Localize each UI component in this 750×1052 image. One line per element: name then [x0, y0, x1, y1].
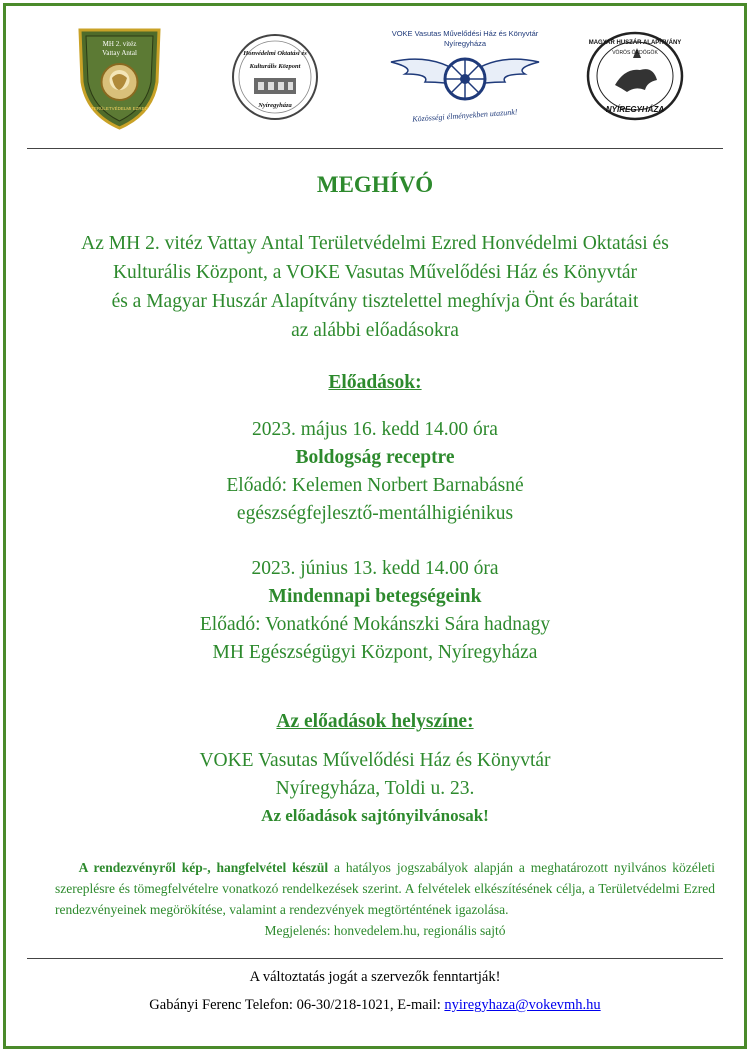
- voke-winged-wheel-logo: [385, 22, 545, 132]
- lecture-2: [0, 555, 750, 667]
- lecture-date: 2023. június 13. kedd 14.00 óra: [251, 558, 499, 579]
- intro-line: az alábbi előadásokra: [291, 320, 459, 341]
- venue-address: Nyíregyháza, Toldi u. 23.: [275, 778, 475, 799]
- logo4-line2: VÖRÖS ŐRDÖGÖK: [612, 50, 658, 56]
- hokk-circle-logo: [230, 32, 320, 122]
- intro-line: és a Magyar Huszár Alapítvány tisztelettel meghívja Önt és barátait: [111, 291, 639, 312]
- lecture-speaker-role: egészségfejlesztő-mentálhigiénikus: [236, 503, 514, 524]
- notice-bold: A rendezvényről kép-, hangfelvétel készül: [78, 860, 329, 875]
- lecture-1: [0, 416, 750, 528]
- lecture-title: Mindennapi betegségeink: [268, 586, 482, 607]
- lectures-heading: Előadások:: [328, 372, 422, 393]
- footer-divider: [27, 958, 723, 959]
- logo3-slogan: Közösségi élményekben utazunk!: [411, 107, 518, 124]
- logo3-line2: Nyíregyháza: [443, 39, 487, 48]
- logo3-line1: VOKE Vasutas Művelődési Ház és Könyvtár: [391, 29, 539, 38]
- page-title: MEGHÍVÓ: [316, 172, 434, 197]
- intro-line: Az MH 2. vitéz Vattay Antal Területvédelmi Ezred Honvédelmi Oktatási és: [81, 233, 669, 254]
- logo1-line3: TERÜLETVÉDELMI EZRED: [91, 106, 148, 111]
- venue-name: VOKE Vasutas Művelődési Ház és Könyvtár: [199, 750, 551, 771]
- logo1-line1: MH 2. vitéz: [102, 40, 137, 48]
- logo2-line3: Nyíregyháza: [258, 102, 292, 109]
- lecture-speaker-role: MH Egészségügyi Központ, Nyíregyháza: [212, 642, 538, 663]
- intro-line: Kulturális Központ, a VOKE Vasutas Művelődési Ház és Könyvtár: [112, 262, 638, 283]
- lecture-speaker: Előadó: Vonatkóné Mokánszki Sára hadnagy: [199, 614, 551, 635]
- lecture-speaker: Előadó: Kelemen Norbert Barnabásné: [226, 475, 524, 496]
- intro-text: [0, 229, 750, 345]
- rights-note: A változtatás jogát a szervezők fenntartják!: [249, 969, 501, 985]
- logo4-line1: MAGYAR HUSZÁR ALAPÍTVÁNY: [588, 40, 682, 46]
- email-link[interactable]: nyiregyhaza@vokevmh.hu: [444, 997, 601, 1013]
- recording-notice: [55, 857, 715, 941]
- logo2-line2: Kulturális Központ: [249, 63, 301, 70]
- press-note: Az előadások sajtónyilvánosak!: [261, 806, 489, 825]
- lecture-date: 2023. május 16. kedd 14.00 óra: [252, 419, 498, 440]
- header-divider: [27, 148, 723, 149]
- logo2-line1: Honvédelmi Oktatási és: [243, 50, 307, 57]
- contact-text: Gabányi Ferenc Telefon: 06-30/218-1021, E-mail:: [149, 997, 445, 1013]
- contact-line: [0, 997, 750, 1014]
- hussar-foundation-logo: [585, 30, 685, 122]
- notice-text: a hatályos jogszabályok alapján a meghatározott nyilvános közéleti szereplésre és tömegfelvételre vonatkozó rendelkezések szerint. A felvételek elkészítésének célja, a Területvédelmi Ezred rendezvényeinek megörökítése, valamint a rendezvények megtörténtének igazolása.: [55, 860, 716, 917]
- logos-row: [0, 0, 750, 150]
- logo4-line3: NYÍREGYHÁZA: [605, 105, 665, 114]
- logo1-line2: Vattay Antal: [102, 49, 137, 57]
- media-line: Megjelenés: honvedelem.hu, regionális sajtó: [264, 923, 506, 938]
- regiment-shield-logo: [72, 22, 167, 132]
- lecture-title: Boldogság receptre: [295, 447, 455, 468]
- venue-block: [0, 747, 750, 803]
- venue-heading: Az előadások helyszíne:: [276, 711, 474, 732]
